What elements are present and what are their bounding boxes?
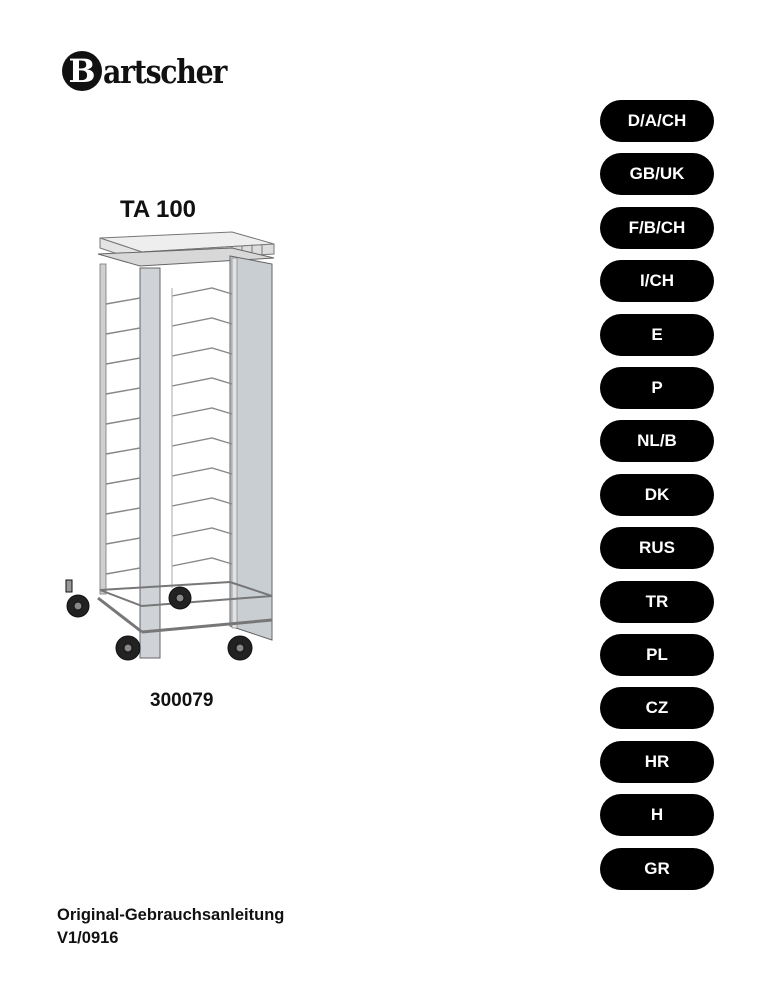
language-code-badge: GR: [600, 848, 714, 890]
trolley-illustration: [62, 228, 292, 668]
brand-logo-text: artscher: [103, 51, 227, 91]
footer-original-manual: Original-Gebrauchsanleitung: [57, 906, 285, 924]
language-code-badge: I/CH: [600, 260, 714, 302]
front-panel: [140, 268, 160, 658]
language-code-badge: H: [600, 794, 714, 836]
brand-logo: [62, 48, 246, 94]
language-code-badge: CZ: [600, 687, 714, 729]
language-code-badge: F/B/CH: [600, 207, 714, 249]
language-code-badge: TR: [600, 581, 714, 623]
upright-back: [100, 264, 106, 594]
upright-right: [232, 258, 237, 628]
language-code-badge: DK: [600, 474, 714, 516]
language-code-badge: RUS: [600, 527, 714, 569]
language-code-badge: D/A/CH: [600, 100, 714, 142]
brand-logo-initial: B: [62, 51, 102, 91]
language-code-badge: PL: [600, 634, 714, 676]
model-name: TA 100: [120, 196, 197, 223]
article-number: 300079: [150, 690, 214, 711]
footer: [57, 904, 284, 950]
language-code-badge: NL/B: [600, 420, 714, 462]
language-code-badge: E: [600, 314, 714, 356]
language-code-badge: P: [600, 367, 714, 409]
language-code-badge: HR: [600, 741, 714, 783]
footer-version: V1/0916: [57, 929, 119, 947]
tray-runners: [106, 288, 232, 574]
language-code-badge: GB/UK: [600, 153, 714, 195]
